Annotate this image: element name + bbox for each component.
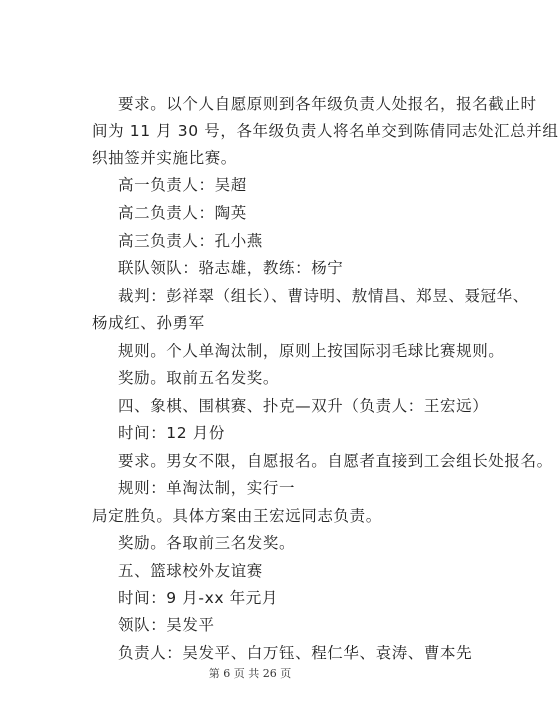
section-heading: 四、象棋、围棋赛、扑克—双升（负责人：王宏远） [118, 397, 489, 415]
text-line: 规则：单淘汰制，实行一 [118, 479, 296, 497]
text-line: 规则。个人单淘汰制，原则上按国际羽毛球比赛规则。 [118, 342, 505, 360]
text-line: 间为 11 月 30 号，各年级负责人将名单交到陈倩同志处汇总并组 [92, 122, 558, 140]
section-heading: 五、篮球校外友谊赛 [118, 562, 263, 580]
text-line: 杨成红、孙勇军 [92, 314, 205, 332]
text-line: 要求。以个人自愿原则到各年级负责人处报名，报名截止时 [118, 95, 537, 113]
text-line: 织抽签并实施比赛。 [92, 149, 237, 167]
page-footer: 第 6 页 共 26 页 [208, 667, 292, 680]
text-line: 联队领队：骆志雄，教练：杨宁 [118, 259, 344, 277]
text-line: 奖励。各取前三名发奖。 [118, 534, 296, 552]
text-line: 裁判：彭祥翠（组长）、曹诗明、敖情昌、郑昱、聂冠华、 [118, 287, 529, 305]
text-line: 领队：吴发平 [118, 616, 215, 634]
text-line: 时间：9 月-xx 年元月 [118, 589, 278, 607]
text-line: 高一负责人：吴超 [118, 176, 247, 194]
text-line: 要求。男女不限，自愿报名。自愿者直接到工会组长处报名。 [118, 452, 553, 470]
text-line: 局定胜负。具体方案由王宏远同志负责。 [92, 507, 382, 525]
text-line: 高三负责人：孔小燕 [118, 232, 263, 250]
text-line: 奖励。取前五名发奖。 [118, 369, 280, 387]
text-line: 负责人：吴发平、白万钰、程仁华、袁涛、曹本先 [118, 644, 473, 662]
text-line: 时间：12 月份 [118, 424, 225, 442]
text-line: 高二负责人：陶英 [118, 204, 247, 222]
